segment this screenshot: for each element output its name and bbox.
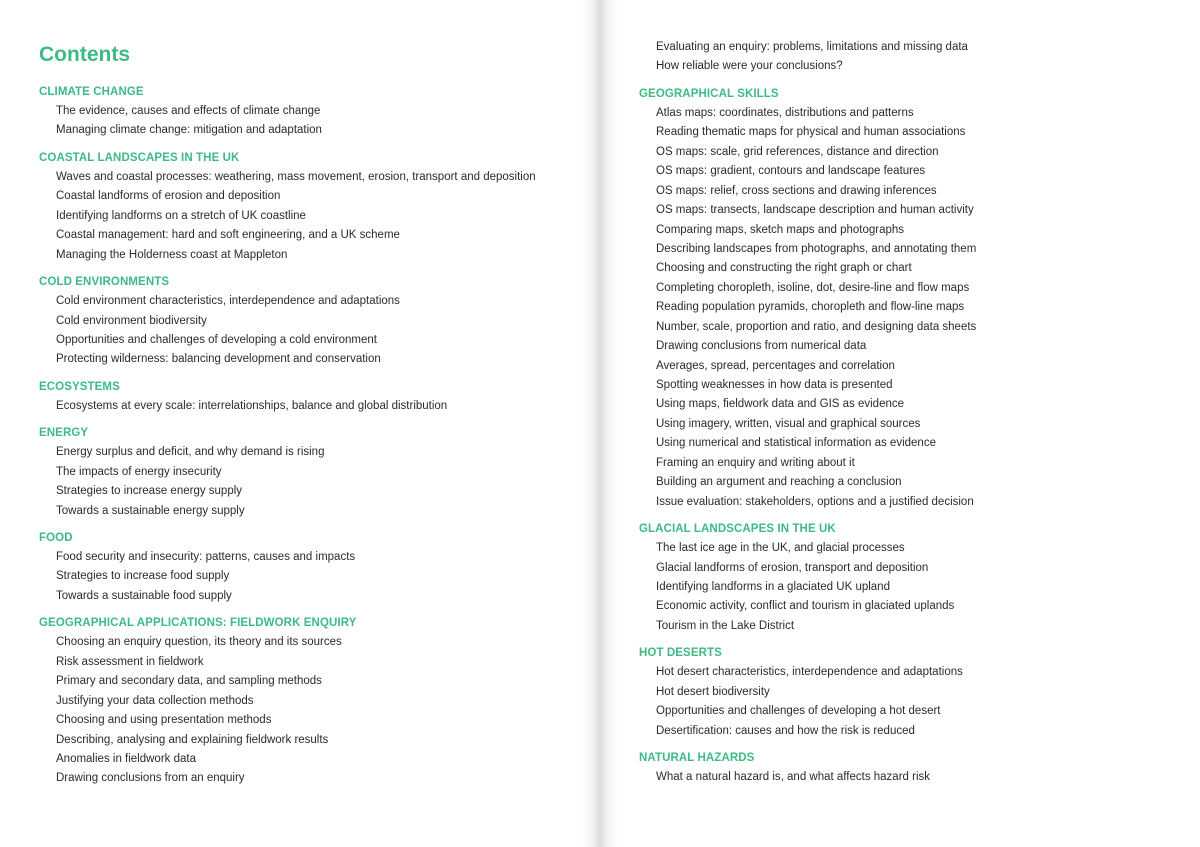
- contents-entry[interactable]: Choosing and constructing the right graph or chart: [656, 262, 912, 275]
- contents-entry[interactable]: OS maps: relief, cross sections and drawing inferences: [656, 184, 937, 197]
- contents-entry[interactable]: Hot desert characteristics, interdependence and adaptations: [656, 666, 963, 679]
- contents-entry[interactable]: Waves and coastal processes: weathering, mass movement, erosion, transport and deposition: [56, 170, 536, 183]
- contents-entry[interactable]: Cold environment biodiversity: [56, 314, 207, 327]
- section-heading: COASTAL LANDSCAPES IN THE UK: [39, 151, 240, 164]
- contents-entry[interactable]: Tourism in the Lake District: [656, 619, 795, 632]
- contents-entry[interactable]: Coastal landforms of erosion and deposition: [56, 190, 281, 203]
- contents-entry[interactable]: Choosing an enquiry question, its theory and its sources: [56, 636, 342, 649]
- section-heading: HOT DESERTS: [639, 647, 722, 660]
- contents-entry[interactable]: Atlas maps: coordinates, distributions and patterns: [656, 106, 914, 119]
- contents-entry[interactable]: The impacts of energy insecurity: [56, 465, 222, 478]
- page-gutter-shadow: [582, 0, 618, 847]
- section-heading: GLACIAL LANDSCAPES IN THE UK: [639, 523, 836, 536]
- contents-entry[interactable]: Drawing conclusions from numerical data: [656, 340, 867, 353]
- continued-items: [639, 38, 1179, 77]
- contents-entry[interactable]: Cold environment characteristics, interdependence and adaptations: [56, 295, 400, 308]
- contents-entry[interactable]: Identifying landforms on a stretch of UK coastline: [56, 209, 306, 222]
- contents-entry[interactable]: How reliable were your conclusions?: [656, 60, 843, 73]
- contents-entry[interactable]: The last ice age in the UK, and glacial processes: [656, 542, 905, 555]
- contents-entry[interactable]: What a natural hazard is, and what affects hazard risk: [656, 771, 931, 783]
- contents-entry[interactable]: Describing, analysing and explaining fieldwork results: [56, 733, 329, 746]
- contents-section: [39, 83, 579, 141]
- contents-entry[interactable]: Opportunities and challenges of developing a cold environment: [56, 333, 377, 346]
- contents-entry[interactable]: Coastal management: hard and soft engineering, and a UK scheme: [56, 229, 400, 242]
- section-heading: COLD ENVIRONMENTS: [39, 276, 170, 289]
- contents-entry[interactable]: Hot desert biodiversity: [656, 685, 770, 698]
- contents-entry[interactable]: Ecosystems at every scale: interrelationships, balance and global distribution: [56, 399, 448, 412]
- contents-entry[interactable]: Reading population pyramids, choropleth and flow-line maps: [656, 301, 965, 314]
- contents-entry[interactable]: Issue evaluation: stakeholders, options and a justified decision: [656, 495, 974, 508]
- contents-entry[interactable]: Opportunities and challenges of developing a hot desert: [656, 705, 941, 718]
- contents-entry[interactable]: Glacial landforms of erosion, transport and deposition: [656, 561, 929, 574]
- contents-entry[interactable]: Food security and insecurity: patterns, causes and impacts: [56, 551, 356, 563]
- contents-entry[interactable]: The evidence, causes and effects of climate change: [56, 105, 321, 117]
- contents-entry[interactable]: Spotting weaknesses in how data is presented: [656, 379, 893, 391]
- section-heading: GEOGRAPHICAL APPLICATIONS: FIELDWORK ENQUIRY: [39, 617, 357, 630]
- contents-entry[interactable]: Managing the Holderness coast at Mappleton: [56, 248, 288, 261]
- contents-entry[interactable]: Choosing and using presentation methods: [56, 714, 272, 727]
- contents-entry[interactable]: Protecting wilderness: balancing development and conservation: [56, 353, 381, 366]
- contents-entry[interactable]: Building an argument and reaching a conclusion: [656, 476, 902, 489]
- right-page: [639, 38, 1179, 787]
- contents-entry[interactable]: Identifying landforms in a glaciated UK upland: [656, 580, 890, 593]
- section-heading: FOOD: [39, 532, 73, 544]
- contents-section: [639, 85, 1179, 512]
- contents-entry[interactable]: Using imagery, written, visual and graphical sources: [656, 417, 921, 430]
- contents-entry[interactable]: Using numerical and statistical information as evidence: [656, 437, 936, 450]
- contents-entry[interactable]: Towards a sustainable food supply: [56, 589, 232, 602]
- contents-entry[interactable]: Primary and secondary data, and sampling methods: [56, 675, 322, 688]
- contents-entry[interactable]: Averages, spread, percentages and correlation: [656, 359, 895, 372]
- contents-section: [39, 614, 579, 789]
- contents-entry[interactable]: Comparing maps, sketch maps and photographs: [656, 223, 905, 236]
- section-heading: CLIMATE CHANGE: [39, 86, 144, 98]
- contents-entry[interactable]: Number, scale, proportion and ratio, and designing data sheets: [656, 320, 977, 333]
- contents-section: [39, 529, 579, 606]
- contents-entry[interactable]: Risk assessment in fieldwork: [56, 655, 204, 668]
- left-page: [39, 42, 579, 789]
- contents-entry[interactable]: OS maps: gradient, contours and landscape features: [656, 165, 926, 178]
- contents-entry[interactable]: Justifying your data collection methods: [56, 694, 254, 707]
- contents-entry[interactable]: Managing climate change: mitigation and adaptation: [56, 124, 322, 137]
- contents-section: [639, 644, 1179, 741]
- contents-section: [639, 749, 1179, 787]
- contents-section: [639, 520, 1179, 636]
- contents-entry[interactable]: Describing landscapes from photographs, and annotating them: [656, 242, 977, 255]
- contents-entry[interactable]: Economic activity, conflict and tourism in glaciated uplands: [656, 600, 955, 613]
- section-heading: NATURAL HAZARDS: [639, 752, 755, 764]
- section-heading: ECOSYSTEMS: [39, 380, 120, 393]
- contents-entry[interactable]: OS maps: scale, grid references, distance and direction: [656, 145, 939, 158]
- contents-section: [39, 273, 579, 370]
- contents-entry[interactable]: Using maps, fieldwork data and GIS as evidence: [656, 398, 905, 411]
- contents-entry[interactable]: Evaluating an enquiry: problems, limitations and missing data: [656, 41, 968, 53]
- right-contents-list: [639, 85, 1179, 788]
- contents-entry[interactable]: Desertification: causes and how the risk is reduced: [656, 724, 915, 737]
- contents-entry[interactable]: Completing choropleth, isoline, dot, desire-line and flow maps: [656, 281, 970, 294]
- page-title: Contents: [39, 43, 130, 66]
- contents-section: [39, 149, 579, 265]
- contents-section: [39, 378, 579, 416]
- contents-entry[interactable]: OS maps: transects, landscape description and human activity: [656, 204, 974, 217]
- contents-entry[interactable]: Framing an enquiry and writing about it: [656, 456, 855, 469]
- contents-section: [39, 424, 579, 521]
- contents-entry[interactable]: Drawing conclusions from an enquiry: [56, 772, 245, 785]
- left-contents-list: [39, 83, 579, 789]
- contents-entry[interactable]: Strategies to increase food supply: [56, 570, 230, 583]
- contents-entry[interactable]: Energy surplus and deficit, and why demand is rising: [56, 446, 325, 459]
- contents-entry[interactable]: Towards a sustainable energy supply: [56, 504, 245, 517]
- contents-entry[interactable]: Reading thematic maps for physical and human associations: [656, 126, 966, 139]
- section-heading: ENERGY: [39, 427, 89, 440]
- section-heading: GEOGRAPHICAL SKILLS: [639, 87, 779, 100]
- contents-entry[interactable]: Anomalies in fieldwork data: [56, 752, 196, 765]
- contents-entry[interactable]: Strategies to increase energy supply: [56, 485, 243, 498]
